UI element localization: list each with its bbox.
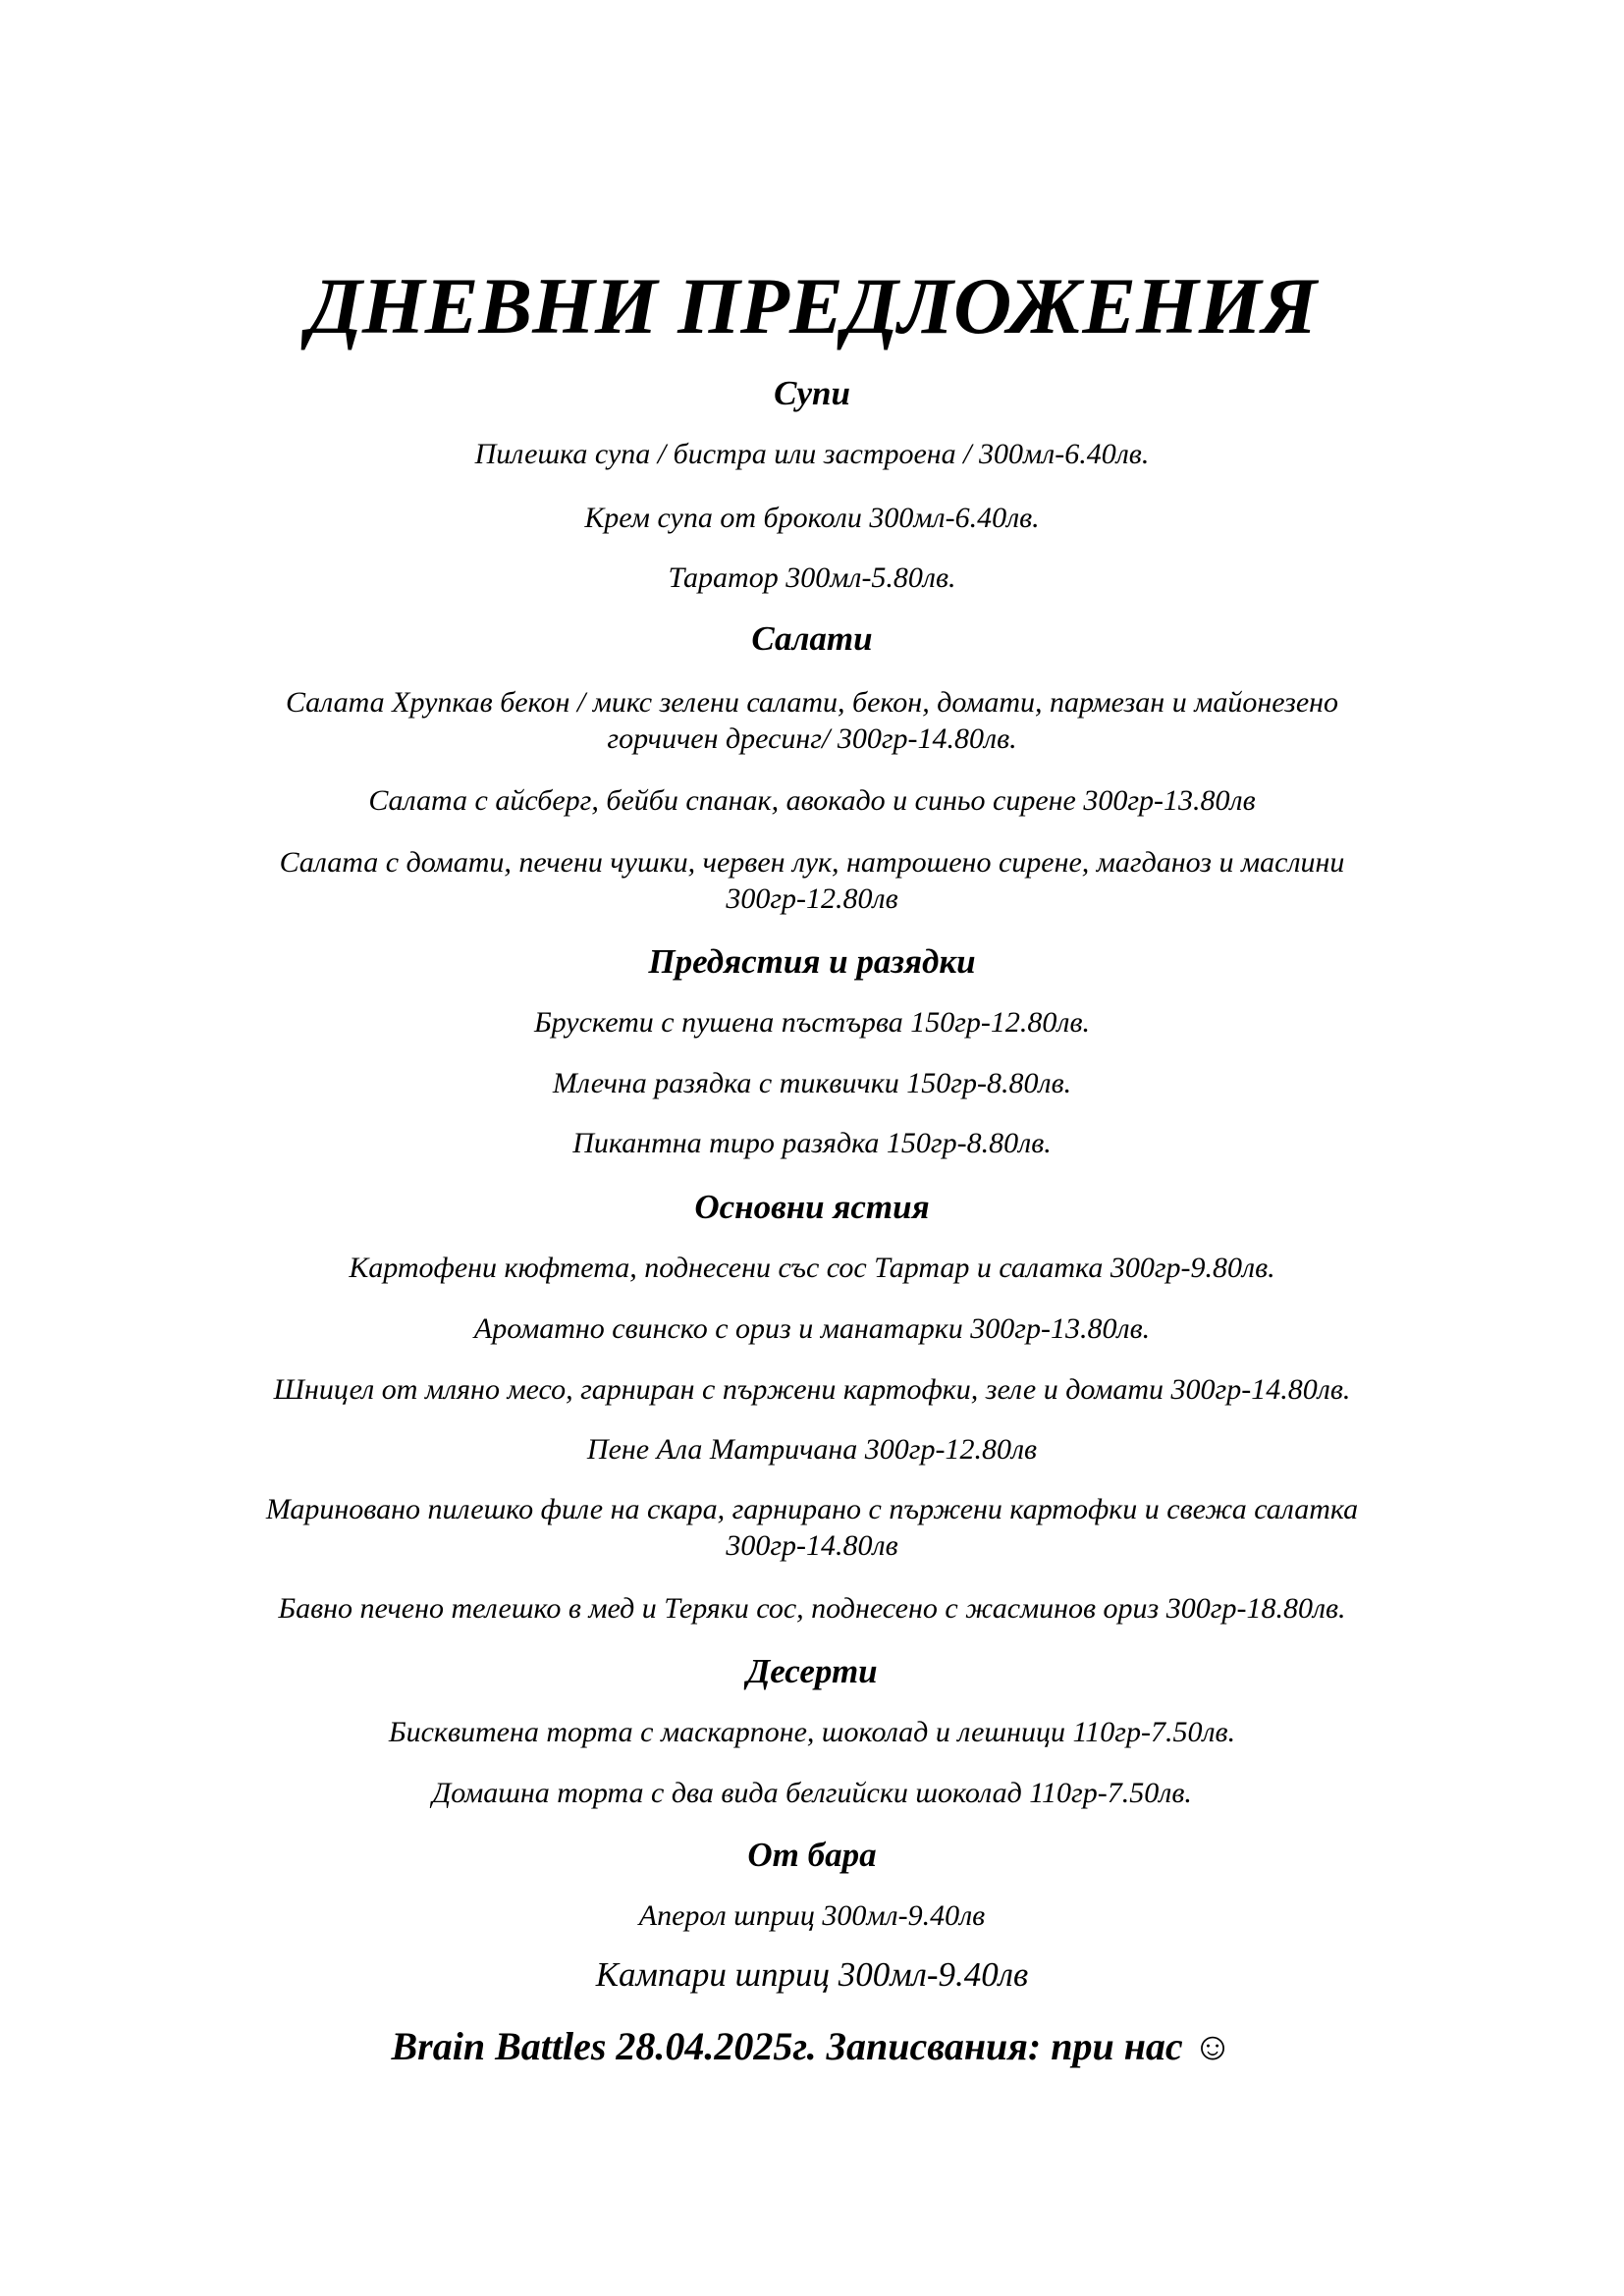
menu-item: Ароматно свинско с ориз и манатарки 300гр-13.80лв. bbox=[473, 1312, 1151, 1345]
menu-item: Млечна разядка с тиквички 150гр-8.80лв. bbox=[552, 1067, 1072, 1099]
section-heading-bar: От бара bbox=[747, 1836, 877, 1874]
menu-item-line: Салата с домати, печени чушки, червен лук, натрошено сирене, магданоз и маслини bbox=[279, 846, 1345, 879]
menu-item: Пене Ала Матричана 300гр-12.80лв bbox=[586, 1433, 1038, 1466]
menu-item: Шницел от мляно месо, гарниран с пържени картофки, зеле и домати 300гр-14.80лв. bbox=[273, 1373, 1351, 1406]
page-title: ДНЕВНИ ПРЕДЛОЖЕНИЯ bbox=[306, 261, 1318, 350]
section-heading-salads: Салати bbox=[751, 619, 873, 658]
menu-item: Домашна торта с два вида белгийски шоколад 110гр-7.50лв. bbox=[432, 1777, 1192, 1809]
menu-item: Таратор 300мл-5.80лв. bbox=[668, 561, 956, 594]
menu-item: Бисквитена торта с маскарпоне, шоколад и лешници 110гр-7.50лв. bbox=[388, 1716, 1236, 1748]
menu-item-line: горчичен дресинг/ 300гр-14.80лв. bbox=[607, 722, 1017, 755]
menu-item: Брускети с пушена пъстърва 150гр-12.80лв. bbox=[533, 1006, 1090, 1039]
menu-item-line: 300гр-12.80лв bbox=[726, 882, 898, 915]
menu-item: Салата с айсберг, бейби спанак, авокадо и синьо сирене 300гр-13.80лв bbox=[368, 784, 1256, 817]
menu-item: Картофени кюфтета, поднесени със сос Тартар и салатка 300гр-9.80лв. bbox=[349, 1252, 1275, 1284]
section-heading-soups: Супи bbox=[774, 374, 850, 412]
menu-item-line: Мариновано пилешко филе на скара, гарнирано с пържени картофки и свежа салатка bbox=[265, 1493, 1359, 1525]
menu-item: Кампари шприц 300мл-9.40лв bbox=[595, 1955, 1029, 1994]
menu-item: Крем супа от броколи 300мл-6.40лв. bbox=[584, 502, 1040, 534]
menu-item: Пилешка супа / бистра или застроена / 300мл-6.40лв. bbox=[474, 438, 1150, 470]
menu-item-line: 300гр-14.80лв bbox=[726, 1529, 898, 1562]
section-heading-starters: Предястия и разядки bbox=[648, 942, 976, 981]
menu-item-line: Салата Хрупкав бекон / микс зелени салати, бекон, домати, пармезан и майонезено bbox=[285, 686, 1339, 719]
menu-item: Аперол шприц 300мл-9.40лв bbox=[638, 1899, 986, 1932]
section-heading-main-dishes: Основни ястия bbox=[694, 1188, 930, 1226]
event-announcement: Brain Battles 28.04.2025г. Записвания: при нас ☺ bbox=[391, 2024, 1233, 2068]
menu-item: Бавно печено телешко в мед и Теряки сос, поднесено с жасминов ориз 300гр-18.80лв. bbox=[278, 1592, 1346, 1625]
section-heading-desserts: Десерти bbox=[746, 1652, 878, 1690]
menu-item: Пикантна тиро разядка 150гр-8.80лв. bbox=[572, 1127, 1052, 1159]
